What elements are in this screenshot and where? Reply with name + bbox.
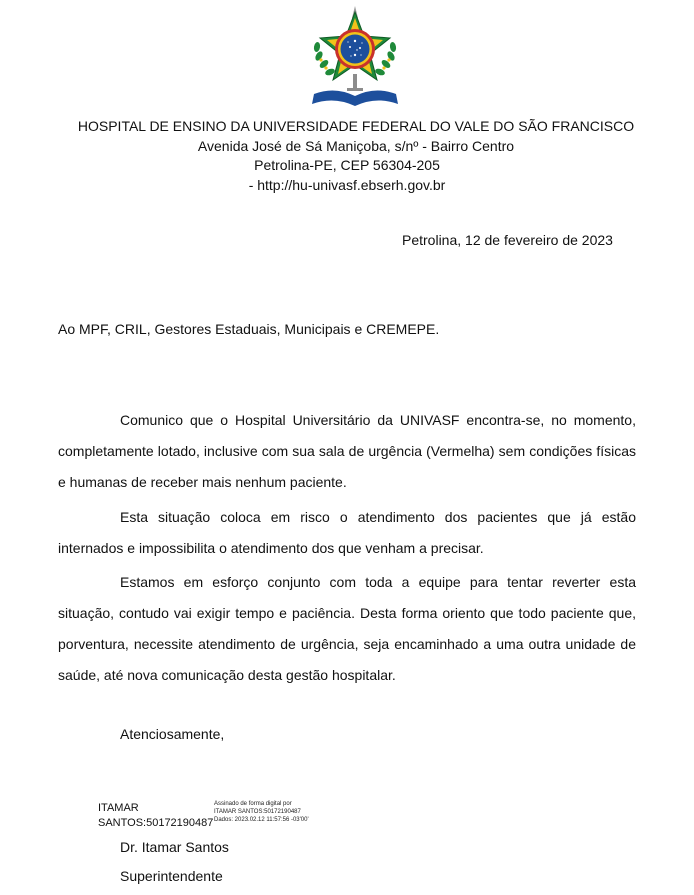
signature-detail-line-3: Dados: 2023.02.12 11:57:56 -03'00' — [214, 817, 309, 823]
website-line: - http://hu-univasf.ebserh.gov.br — [248, 176, 446, 193]
signature-detail-line-1: Assinado de forma digital por — [214, 801, 292, 807]
closing-line: Atenciosamente, — [120, 726, 225, 742]
digital-signature-details — [214, 800, 309, 824]
body-paragraph-2: Esta situação coloca em risco o atendimento dos pacientes que já estão internados e impossibilita o atendimento dos que venham a precisar. — [58, 509, 636, 556]
coat-of-arms-emblem — [300, 4, 410, 112]
emblem-sword-guard — [347, 88, 363, 91]
address-line: Avenida José de Sá Maniçoba, s/nº - Bairro Centro — [197, 137, 515, 154]
signatory-role: Superintendente — [120, 868, 223, 884]
emblem-ribbon — [312, 90, 398, 106]
emblem-sword-handle — [353, 74, 357, 90]
date-line: Petrolina, 12 de fevereiro de 2023 — [402, 232, 613, 248]
letterhead — [0, 117, 694, 195]
institution-name: HOSPITAL DE ENSINO DA UNIVERSIDADE FEDERAL DO VALE DO SÃO FRANCISCO — [77, 118, 635, 134]
signature-name-line-1: ITAMAR — [98, 802, 139, 814]
digital-signature-name — [98, 801, 213, 831]
signatory-name: Dr. Itamar Santos — [120, 839, 229, 855]
body-paragraph-3: Estamos em esforço conjunto com toda a equipe para tentar reverter esta situação, contudo vai exigir tempo e paciência. Desta forma oriento que todo paciente que, porventura, necessite atendimento de urgência, seja encaminhado a uma outra unidade de saúde, até nova comunicação desta gestão hospitalar. — [58, 574, 636, 683]
emblem-blue-disc — [341, 35, 370, 64]
recipient-line: Ao MPF, CRIL, Gestores Estaduais, Municipais e CREMEPE. — [58, 321, 440, 337]
signature-name-line-2: SANTOS:50172190487 — [98, 817, 214, 829]
body-paragraph-1: Comunico que o Hospital Universitário da UNIVASF encontra-se, no momento, completamente lotado, inclusive com sua sala de urgência (Vermelha) sem condições físicas e humanas de receber mais nenhum paciente. — [58, 412, 636, 490]
signature-detail-line-2: ITAMAR SANTOS:50172190487 — [214, 809, 301, 815]
city-line: Petrolina-PE, CEP 56304-205 — [254, 157, 440, 173]
